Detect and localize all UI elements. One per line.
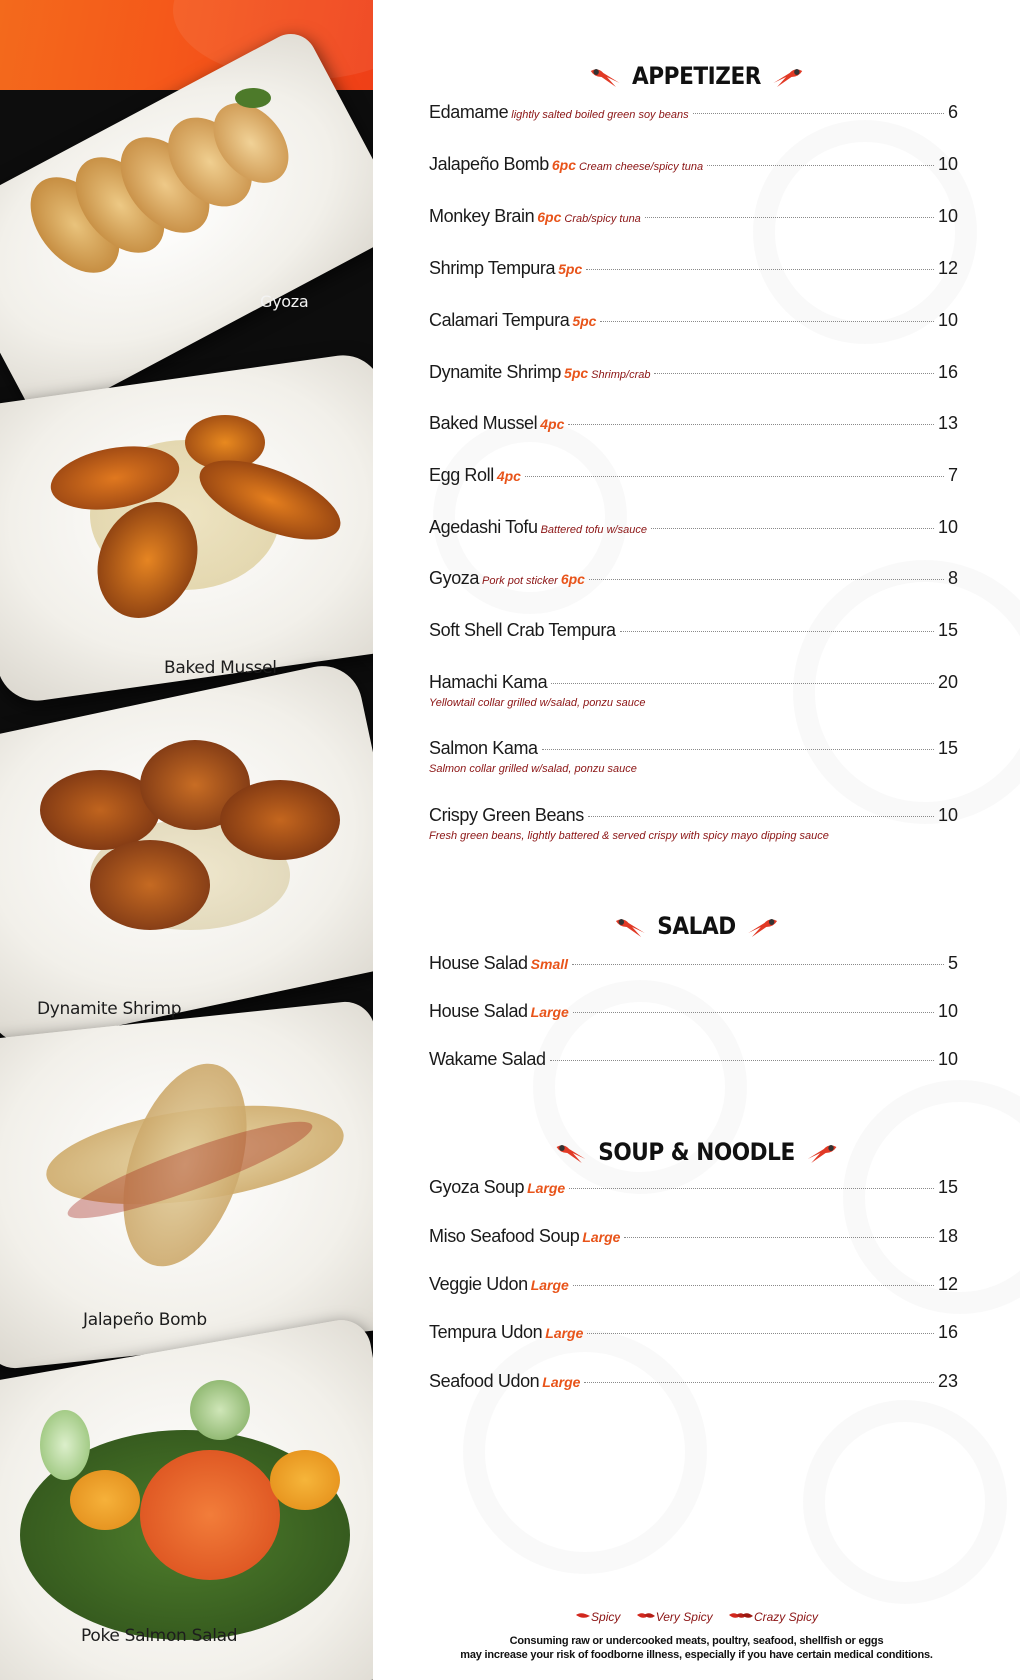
menu-item bbox=[429, 672, 958, 711]
menu-item bbox=[429, 154, 958, 175]
item-price: 12 bbox=[937, 1274, 958, 1294]
dot-leader bbox=[550, 1060, 934, 1061]
dot-leader bbox=[551, 683, 934, 684]
dot-leader bbox=[542, 749, 934, 750]
photo-column bbox=[0, 0, 373, 1680]
section-title-appetizer bbox=[405, 62, 987, 90]
item-price: 10 bbox=[937, 310, 958, 330]
menu-item bbox=[429, 1001, 958, 1022]
item-qty: 5pc bbox=[564, 365, 589, 381]
item-qty: 4pc bbox=[496, 468, 521, 484]
chili-right-icon bbox=[768, 65, 804, 89]
dot-leader bbox=[624, 1237, 934, 1238]
dot-leader bbox=[589, 579, 944, 580]
menu-item bbox=[429, 1049, 958, 1070]
item-name: Baked Mussel bbox=[429, 413, 538, 433]
dot-leader bbox=[707, 165, 934, 166]
item-description: Salmon collar grilled w/salad, ponzu sauce bbox=[429, 763, 637, 775]
soup-title-text: SOUP & NOODLE bbox=[598, 1138, 795, 1166]
chili-right-icon bbox=[802, 1141, 838, 1165]
section-title-salad bbox=[405, 912, 987, 940]
menu-item bbox=[429, 413, 958, 434]
item-name: Edamame bbox=[429, 102, 509, 122]
item-qty: Small bbox=[530, 956, 569, 972]
dot-leader bbox=[573, 1285, 934, 1286]
item-price: 16 bbox=[937, 1322, 958, 1342]
item-price: 10 bbox=[937, 206, 958, 226]
menu-item bbox=[429, 953, 958, 974]
double-chili-icon bbox=[636, 1611, 656, 1621]
item-qty: Large bbox=[527, 1180, 566, 1196]
item-name: Gyoza bbox=[429, 568, 480, 588]
item-qty: Large bbox=[542, 1374, 581, 1390]
item-price: 15 bbox=[937, 1177, 958, 1197]
photo-label-poke-salmon-salad: Poke Salmon Salad bbox=[81, 1626, 238, 1646]
item-price: 15 bbox=[937, 620, 958, 640]
menu-item bbox=[429, 1177, 958, 1198]
dot-leader bbox=[645, 217, 934, 218]
menu-item bbox=[429, 805, 958, 844]
menu-item bbox=[429, 465, 958, 486]
item-name: Hamachi Kama bbox=[429, 672, 548, 692]
photo-label-jalapeno-bomb: Jalapeño Bomb bbox=[83, 1310, 207, 1330]
dot-leader bbox=[620, 631, 934, 632]
item-name: Jalapeño Bomb bbox=[429, 154, 549, 174]
item-name: Seafood Udon bbox=[429, 1371, 540, 1391]
dot-leader bbox=[654, 373, 934, 374]
item-price: 23 bbox=[937, 1371, 958, 1391]
item-note: Crab/spicy tuna bbox=[564, 213, 641, 225]
item-qty: 5pc bbox=[558, 261, 583, 277]
section-title-soup-noodle bbox=[405, 1138, 987, 1166]
legend-spicy: Spicy bbox=[591, 1610, 621, 1624]
item-note: Cream cheese/spicy tuna bbox=[579, 161, 704, 173]
item-qty: Large bbox=[582, 1229, 621, 1245]
item-price: 13 bbox=[937, 413, 958, 433]
item-price: 10 bbox=[937, 1049, 958, 1069]
dot-leader bbox=[600, 321, 934, 322]
item-price: 12 bbox=[937, 258, 958, 278]
legend-crazy-spicy: Crazy Spicy bbox=[753, 1610, 818, 1624]
item-note: lightly salted boiled green soy beans bbox=[511, 109, 689, 121]
menu-item bbox=[429, 1226, 958, 1247]
item-name: Soft Shell Crab Tempura bbox=[429, 620, 616, 640]
item-name: Monkey Brain bbox=[429, 206, 535, 226]
item-name: Agedashi Tofu bbox=[429, 517, 538, 537]
chili-left-icon bbox=[614, 915, 650, 939]
item-qty: 4pc bbox=[540, 416, 565, 432]
item-name: Miso Seafood Soup bbox=[429, 1226, 580, 1246]
disclaimer-line-2: may increase your risk of foodborne illness, especially if you have certain medical conditions. bbox=[460, 1649, 933, 1661]
item-price: 18 bbox=[937, 1226, 958, 1246]
menu-item bbox=[429, 1322, 958, 1343]
photo-label-baked-mussel: Baked Mussel bbox=[164, 658, 277, 678]
dot-leader bbox=[586, 269, 934, 270]
chili-left-icon bbox=[555, 1141, 591, 1165]
dot-leader bbox=[651, 528, 934, 529]
menu-item bbox=[429, 620, 958, 641]
menu-item bbox=[429, 1274, 958, 1295]
item-name: House Salad bbox=[429, 953, 528, 973]
item-name: Gyoza Soup bbox=[429, 1177, 525, 1197]
item-qty: 6pc bbox=[560, 571, 585, 587]
item-qty: 6pc bbox=[537, 209, 562, 225]
dot-leader bbox=[588, 816, 934, 817]
dot-leader bbox=[568, 424, 934, 425]
item-name: Veggie Udon bbox=[429, 1274, 528, 1294]
item-price: 8 bbox=[947, 568, 958, 588]
item-price: 7 bbox=[947, 465, 958, 485]
menu-column bbox=[373, 0, 1020, 1680]
item-price: 10 bbox=[937, 1001, 958, 1021]
dot-leader bbox=[573, 1012, 934, 1013]
legend-very-spicy: Very Spicy bbox=[655, 1610, 713, 1624]
item-qty: 5pc bbox=[572, 313, 597, 329]
item-note: Pork pot sticker bbox=[482, 575, 558, 587]
menu-item bbox=[429, 362, 958, 383]
menu-item bbox=[429, 738, 958, 777]
item-price: 20 bbox=[937, 672, 958, 692]
item-qty: Large bbox=[545, 1325, 584, 1341]
item-name: House Salad bbox=[429, 1001, 528, 1021]
item-name: Salmon Kama bbox=[429, 738, 538, 758]
photo-label-gyoza: Gyoza bbox=[260, 292, 309, 311]
item-price: 5 bbox=[947, 953, 958, 973]
item-price: 16 bbox=[937, 362, 958, 382]
item-note: Shrimp/crab bbox=[591, 369, 651, 381]
menu-item bbox=[429, 258, 958, 279]
item-name: Egg Roll bbox=[429, 465, 494, 485]
item-price: 10 bbox=[937, 805, 958, 825]
menu-item bbox=[429, 517, 958, 538]
photo-label-dynamite-shrimp: Dynamite Shrimp bbox=[37, 999, 182, 1019]
dot-leader bbox=[584, 1382, 934, 1383]
triple-chili-icon bbox=[728, 1611, 754, 1621]
item-name: Calamari Tempura bbox=[429, 310, 570, 330]
chili-right-icon bbox=[743, 915, 779, 939]
appetizer-title-text: APPETIZER bbox=[632, 62, 761, 90]
chili-left-icon bbox=[589, 65, 625, 89]
dot-leader bbox=[693, 113, 944, 114]
dot-leader bbox=[572, 964, 944, 965]
spice-legend bbox=[373, 1610, 1020, 1624]
item-description: Fresh green beans, lightly battered & served crispy with spicy mayo dipping sauce bbox=[429, 830, 829, 842]
chili-icon bbox=[575, 1611, 591, 1621]
item-price: 10 bbox=[937, 517, 958, 537]
menu-item bbox=[429, 206, 958, 227]
item-qty: 6pc bbox=[551, 157, 577, 173]
item-price: 10 bbox=[937, 154, 958, 174]
dot-leader bbox=[587, 1333, 934, 1334]
item-name: Crispy Green Beans bbox=[429, 805, 584, 825]
menu-item bbox=[429, 568, 958, 589]
disclaimer-line-1: Consuming raw or undercooked meats, poultry, seafood, shellfish or eggs bbox=[509, 1635, 884, 1647]
menu-item bbox=[429, 310, 958, 331]
item-description: Yellowtail collar grilled w/salad, ponzu sauce bbox=[429, 697, 646, 709]
item-price: 6 bbox=[947, 102, 958, 122]
item-qty: Large bbox=[530, 1277, 569, 1293]
salad-title-text: SALAD bbox=[657, 912, 736, 940]
menu-item bbox=[429, 1371, 958, 1392]
dot-leader bbox=[525, 476, 944, 477]
item-name: Dynamite Shrimp bbox=[429, 362, 562, 382]
item-name: Shrimp Tempura bbox=[429, 258, 556, 278]
item-name: Tempura Udon bbox=[429, 1322, 543, 1342]
item-note: Battered tofu w/sauce bbox=[540, 524, 647, 536]
dot-leader bbox=[569, 1188, 934, 1189]
item-price: 15 bbox=[937, 738, 958, 758]
item-qty: Large bbox=[530, 1004, 569, 1020]
menu-item bbox=[429, 102, 958, 123]
item-name: Wakame Salad bbox=[429, 1049, 546, 1069]
